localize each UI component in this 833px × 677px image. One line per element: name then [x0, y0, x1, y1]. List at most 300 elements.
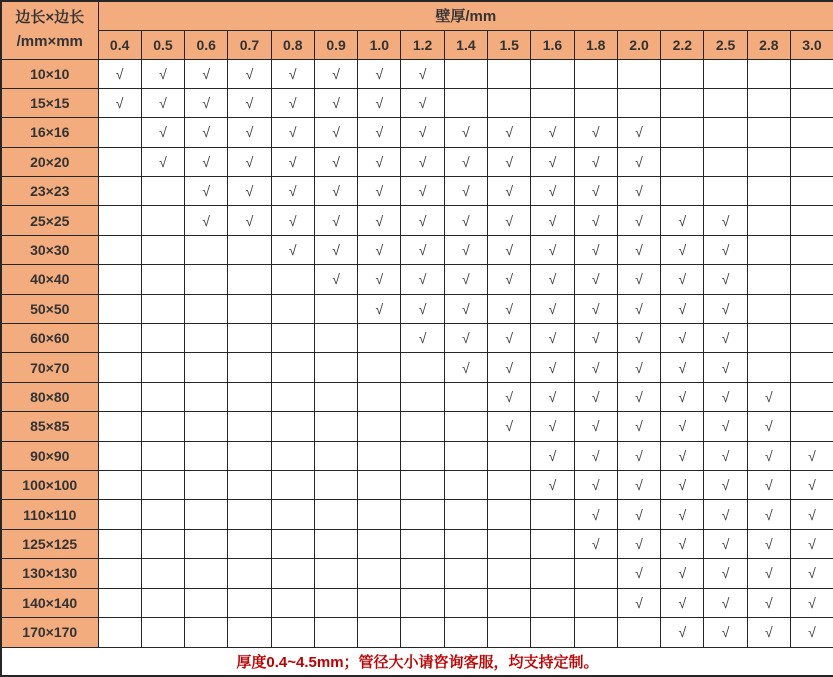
check-mark-cell: √ [574, 500, 617, 529]
check-mark-cell: √ [704, 324, 747, 353]
empty-cell [358, 412, 401, 441]
empty-cell [141, 500, 184, 529]
empty-cell [141, 235, 184, 264]
check-mark-cell: √ [444, 294, 487, 323]
check-mark-cell: √ [791, 441, 833, 470]
check-mark-cell: √ [704, 617, 747, 647]
empty-cell [747, 294, 790, 323]
empty-cell [791, 412, 833, 441]
empty-cell [401, 529, 444, 558]
check-mark-cell: √ [271, 206, 314, 235]
check-mark-cell: √ [314, 177, 357, 206]
check-mark-cell: √ [574, 118, 617, 147]
empty-cell [228, 588, 271, 617]
check-mark-cell: √ [358, 265, 401, 294]
check-mark-cell: √ [228, 118, 271, 147]
check-mark-cell: √ [617, 412, 660, 441]
empty-cell [401, 500, 444, 529]
footer-row [1, 647, 833, 676]
table-row [1, 147, 833, 176]
check-mark-cell: √ [531, 382, 574, 411]
empty-cell [704, 59, 747, 88]
check-mark-cell: √ [488, 412, 531, 441]
empty-cell [574, 617, 617, 647]
empty-cell [358, 529, 401, 558]
empty-cell [228, 529, 271, 558]
check-mark-cell: √ [358, 235, 401, 264]
check-mark-cell: √ [574, 353, 617, 382]
empty-cell [531, 529, 574, 558]
empty-cell [661, 59, 704, 88]
check-mark-cell: √ [444, 353, 487, 382]
empty-cell [444, 617, 487, 647]
check-mark-cell: √ [488, 206, 531, 235]
check-mark-cell: √ [791, 588, 833, 617]
table-row [1, 206, 833, 235]
empty-cell [228, 353, 271, 382]
empty-cell [617, 617, 660, 647]
check-mark-cell: √ [98, 88, 141, 117]
empty-cell [271, 324, 314, 353]
check-mark-cell: √ [488, 324, 531, 353]
check-mark-cell: √ [574, 324, 617, 353]
empty-cell [444, 588, 487, 617]
check-mark-cell: √ [704, 559, 747, 588]
empty-cell [314, 412, 357, 441]
check-mark-cell: √ [617, 382, 660, 411]
check-mark-cell: √ [185, 177, 228, 206]
check-mark-cell: √ [661, 500, 704, 529]
check-mark-cell: √ [617, 353, 660, 382]
empty-cell [314, 588, 357, 617]
check-mark-cell: √ [617, 588, 660, 617]
empty-cell [661, 177, 704, 206]
empty-cell [617, 59, 660, 88]
empty-cell [98, 588, 141, 617]
check-mark-cell: √ [358, 147, 401, 176]
empty-cell [141, 470, 184, 499]
empty-cell [617, 88, 660, 117]
check-mark-cell: √ [358, 59, 401, 88]
empty-cell [228, 382, 271, 411]
check-mark-cell: √ [617, 529, 660, 558]
empty-cell [574, 88, 617, 117]
check-mark-cell: √ [271, 118, 314, 147]
check-mark-cell: √ [228, 147, 271, 176]
empty-cell [228, 265, 271, 294]
empty-cell [141, 294, 184, 323]
empty-cell [661, 147, 704, 176]
check-mark-cell: √ [574, 529, 617, 558]
empty-cell [98, 147, 141, 176]
empty-cell [791, 206, 833, 235]
check-mark-cell: √ [661, 294, 704, 323]
empty-cell [444, 382, 487, 411]
empty-cell [98, 118, 141, 147]
empty-cell [314, 294, 357, 323]
check-mark-cell: √ [661, 382, 704, 411]
check-mark-cell: √ [141, 59, 184, 88]
empty-cell [358, 500, 401, 529]
empty-cell [444, 500, 487, 529]
check-mark-cell: √ [531, 470, 574, 499]
check-mark-cell: √ [444, 118, 487, 147]
empty-cell [531, 559, 574, 588]
size-label: 23×23 [1, 177, 98, 206]
check-mark-cell: √ [617, 235, 660, 264]
empty-cell [747, 118, 790, 147]
check-mark-cell: √ [704, 382, 747, 411]
table-row [1, 470, 833, 499]
empty-cell [401, 412, 444, 441]
empty-cell [141, 382, 184, 411]
empty-cell [271, 412, 314, 441]
check-mark-cell: √ [488, 235, 531, 264]
thickness-col-header: 1.0 [358, 30, 401, 59]
empty-cell [98, 529, 141, 558]
check-mark-cell: √ [401, 235, 444, 264]
check-mark-cell: √ [747, 382, 790, 411]
size-label: 85×85 [1, 412, 98, 441]
check-mark-cell: √ [271, 147, 314, 176]
empty-cell [185, 529, 228, 558]
empty-cell [791, 147, 833, 176]
check-mark-cell: √ [185, 147, 228, 176]
check-mark-cell: √ [661, 412, 704, 441]
empty-cell [358, 588, 401, 617]
check-mark-cell: √ [531, 294, 574, 323]
empty-cell [228, 294, 271, 323]
check-mark-cell: √ [444, 235, 487, 264]
check-mark-cell: √ [704, 588, 747, 617]
empty-cell [271, 470, 314, 499]
empty-cell [747, 206, 790, 235]
empty-cell [98, 235, 141, 264]
check-mark-cell: √ [401, 294, 444, 323]
check-mark-cell: √ [401, 118, 444, 147]
empty-cell [358, 441, 401, 470]
check-mark-cell: √ [358, 294, 401, 323]
check-mark-cell: √ [531, 412, 574, 441]
check-mark-cell: √ [704, 470, 747, 499]
table-body [1, 59, 833, 647]
table-row [1, 59, 833, 88]
check-mark-cell: √ [617, 118, 660, 147]
check-mark-cell: √ [358, 88, 401, 117]
check-mark-cell: √ [531, 235, 574, 264]
empty-cell [531, 588, 574, 617]
check-mark-cell: √ [314, 118, 357, 147]
check-mark-cell: √ [574, 177, 617, 206]
empty-cell [314, 441, 357, 470]
check-mark-cell: √ [358, 177, 401, 206]
check-mark-cell: √ [444, 324, 487, 353]
check-mark-cell: √ [661, 529, 704, 558]
check-mark-cell: √ [574, 412, 617, 441]
empty-cell [141, 206, 184, 235]
check-mark-cell: √ [791, 500, 833, 529]
thickness-col-header: 1.4 [444, 30, 487, 59]
empty-cell [791, 265, 833, 294]
empty-cell [141, 441, 184, 470]
size-label: 90×90 [1, 441, 98, 470]
empty-cell [488, 588, 531, 617]
check-mark-cell: √ [185, 118, 228, 147]
empty-cell [314, 324, 357, 353]
empty-cell [228, 412, 271, 441]
size-column-header-line1: 边长×边长 [15, 9, 85, 27]
check-mark-cell: √ [574, 235, 617, 264]
table-row [1, 529, 833, 558]
size-label: 40×40 [1, 265, 98, 294]
check-mark-cell: √ [704, 412, 747, 441]
empty-cell [314, 529, 357, 558]
empty-cell [98, 559, 141, 588]
check-mark-cell: √ [531, 147, 574, 176]
table-row [1, 235, 833, 264]
check-mark-cell: √ [791, 470, 833, 499]
empty-cell [228, 324, 271, 353]
size-label: 60×60 [1, 324, 98, 353]
check-mark-cell: √ [185, 88, 228, 117]
empty-cell [228, 470, 271, 499]
empty-cell [574, 59, 617, 88]
check-mark-cell: √ [228, 206, 271, 235]
check-mark-cell: √ [574, 294, 617, 323]
check-mark-cell: √ [358, 206, 401, 235]
thickness-col-header: 1.6 [531, 30, 574, 59]
check-mark-cell: √ [531, 206, 574, 235]
check-mark-cell: √ [401, 324, 444, 353]
size-label: 70×70 [1, 353, 98, 382]
empty-cell [141, 617, 184, 647]
empty-cell [98, 500, 141, 529]
empty-cell [185, 235, 228, 264]
check-mark-cell: √ [704, 441, 747, 470]
check-mark-cell: √ [661, 353, 704, 382]
empty-cell [271, 500, 314, 529]
check-mark-cell: √ [791, 529, 833, 558]
empty-cell [271, 617, 314, 647]
table-row [1, 441, 833, 470]
check-mark-cell: √ [574, 265, 617, 294]
empty-cell [98, 324, 141, 353]
check-mark-cell: √ [271, 59, 314, 88]
empty-cell [358, 617, 401, 647]
empty-cell [401, 588, 444, 617]
size-label: 80×80 [1, 382, 98, 411]
empty-cell [791, 324, 833, 353]
empty-cell [98, 294, 141, 323]
empty-cell [791, 88, 833, 117]
empty-cell [141, 559, 184, 588]
check-mark-cell: √ [661, 324, 704, 353]
empty-cell [98, 441, 141, 470]
empty-cell [314, 353, 357, 382]
check-mark-cell: √ [531, 353, 574, 382]
empty-cell [531, 500, 574, 529]
empty-cell [747, 235, 790, 264]
check-mark-cell: √ [358, 118, 401, 147]
size-label: 170×170 [1, 617, 98, 647]
check-mark-cell: √ [574, 470, 617, 499]
size-label: 16×16 [1, 118, 98, 147]
check-mark-cell: √ [488, 118, 531, 147]
check-mark-cell: √ [617, 147, 660, 176]
empty-cell [401, 353, 444, 382]
empty-cell [488, 470, 531, 499]
empty-cell [185, 382, 228, 411]
check-mark-cell: √ [444, 147, 487, 176]
size-label: 30×30 [1, 235, 98, 264]
check-mark-cell: √ [747, 441, 790, 470]
empty-cell [488, 59, 531, 88]
empty-cell [401, 441, 444, 470]
check-mark-cell: √ [531, 441, 574, 470]
check-mark-cell: √ [617, 559, 660, 588]
empty-cell [747, 88, 790, 117]
table-row [1, 588, 833, 617]
check-mark-cell: √ [791, 559, 833, 588]
empty-cell [314, 500, 357, 529]
thickness-col-header: 2.0 [617, 30, 660, 59]
empty-cell [185, 324, 228, 353]
check-mark-cell: √ [185, 59, 228, 88]
empty-cell [185, 441, 228, 470]
empty-cell [747, 59, 790, 88]
check-mark-cell: √ [574, 382, 617, 411]
empty-cell [401, 559, 444, 588]
thickness-col-header: 2.5 [704, 30, 747, 59]
check-mark-cell: √ [488, 382, 531, 411]
check-mark-cell: √ [747, 588, 790, 617]
empty-cell [228, 500, 271, 529]
table-row [1, 353, 833, 382]
table-row [1, 294, 833, 323]
empty-cell [444, 529, 487, 558]
check-mark-cell: √ [617, 177, 660, 206]
size-label: 20×20 [1, 147, 98, 176]
thickness-col-header: 2.2 [661, 30, 704, 59]
empty-cell [747, 265, 790, 294]
check-mark-cell: √ [401, 59, 444, 88]
empty-cell [271, 529, 314, 558]
check-mark-cell: √ [617, 206, 660, 235]
check-mark-cell: √ [704, 500, 747, 529]
check-mark-cell: √ [791, 617, 833, 647]
check-mark-cell: √ [185, 206, 228, 235]
empty-cell [141, 412, 184, 441]
check-mark-cell: √ [661, 559, 704, 588]
check-mark-cell: √ [271, 88, 314, 117]
check-mark-cell: √ [747, 500, 790, 529]
empty-cell [141, 588, 184, 617]
check-mark-cell: √ [617, 441, 660, 470]
check-mark-cell: √ [661, 617, 704, 647]
empty-cell [228, 441, 271, 470]
empty-cell [185, 559, 228, 588]
check-mark-cell: √ [617, 324, 660, 353]
empty-cell [314, 382, 357, 411]
empty-cell [314, 617, 357, 647]
check-mark-cell: √ [617, 500, 660, 529]
check-mark-cell: √ [488, 353, 531, 382]
footer-note: 厚度0.4~4.5mm；管径大小请咨询客服，均支持定制。 [1, 647, 833, 676]
check-mark-cell: √ [704, 206, 747, 235]
empty-cell [314, 559, 357, 588]
empty-cell [791, 382, 833, 411]
check-mark-cell: √ [531, 118, 574, 147]
empty-cell [98, 412, 141, 441]
thickness-col-header: 3.0 [791, 30, 833, 59]
empty-cell [531, 617, 574, 647]
empty-cell [747, 324, 790, 353]
empty-cell [747, 147, 790, 176]
empty-cell [185, 617, 228, 647]
empty-cell [98, 353, 141, 382]
empty-cell [531, 88, 574, 117]
empty-cell [185, 500, 228, 529]
thickness-col-header: 0.8 [271, 30, 314, 59]
empty-cell [488, 529, 531, 558]
check-mark-cell: √ [314, 235, 357, 264]
empty-cell [271, 559, 314, 588]
empty-cell [185, 470, 228, 499]
empty-cell [271, 265, 314, 294]
empty-cell [401, 382, 444, 411]
check-mark-cell: √ [747, 529, 790, 558]
size-label: 50×50 [1, 294, 98, 323]
empty-cell [444, 441, 487, 470]
header-row-title [1, 1, 833, 30]
empty-cell [358, 470, 401, 499]
empty-cell [488, 559, 531, 588]
empty-cell [531, 59, 574, 88]
thickness-col-header: 2.8 [747, 30, 790, 59]
empty-cell [141, 177, 184, 206]
check-mark-cell: √ [228, 59, 271, 88]
check-mark-cell: √ [401, 265, 444, 294]
size-label: 10×10 [1, 59, 98, 88]
empty-cell [488, 88, 531, 117]
table-row [1, 177, 833, 206]
size-label: 130×130 [1, 559, 98, 588]
table-row [1, 382, 833, 411]
check-mark-cell: √ [271, 235, 314, 264]
empty-cell [185, 353, 228, 382]
empty-cell [98, 470, 141, 499]
check-mark-cell: √ [531, 265, 574, 294]
empty-cell [661, 118, 704, 147]
thickness-header-title: 壁厚/mm [98, 1, 833, 30]
check-mark-cell: √ [271, 177, 314, 206]
check-mark-cell: √ [704, 353, 747, 382]
check-mark-cell: √ [401, 147, 444, 176]
size-label: 110×110 [1, 500, 98, 529]
empty-cell [98, 206, 141, 235]
empty-cell [444, 470, 487, 499]
check-mark-cell: √ [704, 529, 747, 558]
empty-cell [271, 588, 314, 617]
empty-cell [444, 59, 487, 88]
check-mark-cell: √ [704, 265, 747, 294]
check-mark-cell: √ [704, 294, 747, 323]
empty-cell [791, 353, 833, 382]
check-mark-cell: √ [617, 294, 660, 323]
table-row [1, 265, 833, 294]
check-mark-cell: √ [314, 88, 357, 117]
thickness-col-header: 0.9 [314, 30, 357, 59]
